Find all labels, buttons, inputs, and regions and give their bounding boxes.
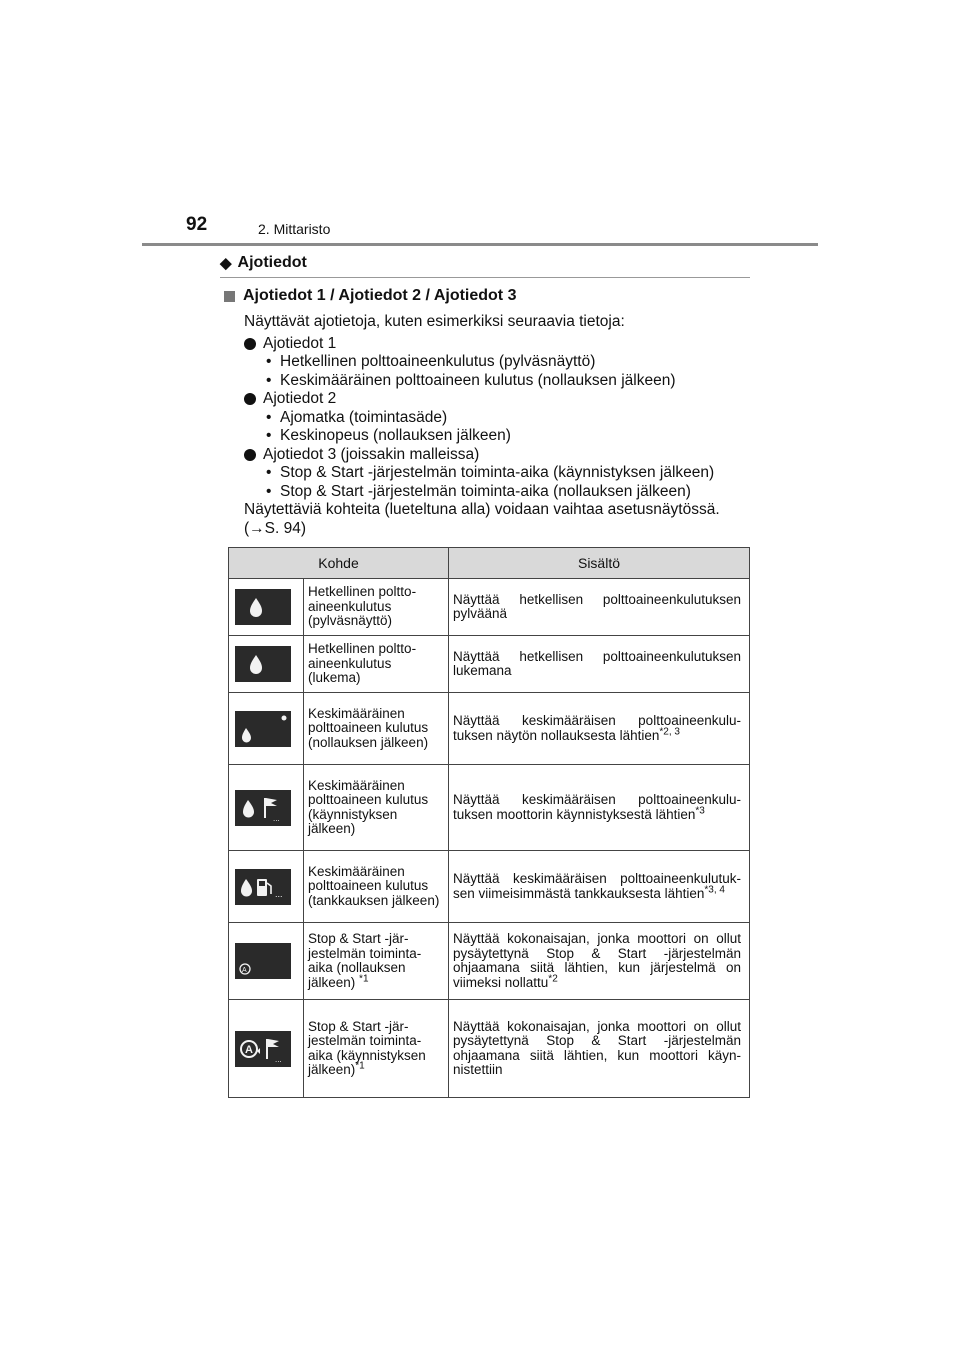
table-header-row [229,548,750,579]
chapter-title: 2. Mittaristo [258,221,331,237]
list-item: • Ajomatka (toimintasäde) [266,408,448,426]
svg-text:...: ... [273,813,280,823]
outro-text: Näytettäviä kohteita (lueteltuna alla) voidaan vaihtaa asetusnäytössä. (→S. 94) [244,501,720,537]
stop-start-reset-icon [235,943,291,979]
footnote-ref: *2 [548,973,558,984]
bullet-dot-icon [244,449,256,461]
row-name: Keskimääräinen polttoaineen kulutus (käynnistyksen jälkeen) [304,765,449,851]
table-row [229,923,750,1000]
body-text [244,313,764,538]
group-label: Ajotiedot 3 (joissakin malleissa) [263,445,480,463]
list-group [244,335,764,354]
row-name: Hetkellinen poltto-aineenkulutus (pylväsnäyttö) [304,579,449,636]
list-item: • Hetkellinen polttoaineenkulutus (pylväsnäyttö) [266,353,596,370]
section-heading [220,254,307,272]
table-row [229,851,750,923]
group-label: Ajotiedot 1 [263,334,337,352]
list-item: • Keskinopeus (nollauksen jälkeen) [266,427,511,444]
row-name: Stop & Start -jär-jestelmän toiminta-aika (nollauksen jälkeen) $^{*1}$ [304,923,449,1000]
fuel-drop-pump-icon [235,869,291,905]
square-bullet-icon [224,291,235,302]
row-description: Näyttää keskimääräisen polttoaineenkulutuk-sen viimeisimmästä tankkauksesta lähtien$^{*3, 4}$ [449,851,750,923]
row-description: Näyttää keskimääräisen polttoaineenkulu-tuksen moottorin käynnistyksestä lähtien$^{*3}$ [449,765,750,851]
table-row [229,693,750,765]
section-divider [220,277,750,278]
fuel-drop-icon [235,589,291,625]
fuel-drop-start-flag-icon [235,790,291,826]
footnote-ref: *2, 3 [659,726,680,737]
page-number: 92 [186,214,208,235]
svg-text:A: A [242,967,247,974]
list-item: • Stop & Start -järjestelmän toiminta-aika (käynnistyksen jälkeen) [266,464,715,481]
intro-text: Näyttävät ajotietoja, kuten esimerkiksi seuraavia tietoja: [244,313,625,330]
svg-text:A: A [245,1043,253,1056]
row-description: Näyttää kokonaisajan, jonka moottori on ollut pysäytettynä Stop & Start -järjestelmän ohjaamana siitä lähtien, kun järjestelmä on viimeksi nollattu$^{*2}$ [449,923,750,1000]
bullet-dot-icon [244,338,256,350]
info-table [228,547,750,1098]
column-header-sisalto: Sisältö [449,548,750,579]
subsection-heading [224,287,516,305]
table-row [229,1000,750,1098]
footnote-ref: *1 [355,1060,365,1072]
table-row [229,765,750,851]
table-row [229,579,750,636]
footnote-ref: *3, 4 [704,884,725,895]
fuel-drop-icon [235,646,291,682]
stop-start-flag-icon [235,1031,291,1067]
row-name: Hetkellinen poltto-aineenkulutus (lukema) [304,636,449,693]
fuel-drop-reset-icon [235,711,291,747]
row-name: Keskimääräinen polttoaineen kulutus (tankkauksen jälkeen) [304,851,449,923]
group-label: Ajotiedot 2 [263,390,337,407]
list-group [244,446,764,465]
list-item: • Stop & Start -järjestelmän toiminta-aika (nollauksen jälkeen) [266,482,691,500]
diamond-icon: ◆ [220,255,232,272]
column-header-kohde: Kohde [229,548,449,579]
list-item: • Keskimääräinen polttoaineen kulutus (nollauksen jälkeen) [266,371,676,389]
row-description: Näyttää keskimääräisen polttoaineenkulu-tuksen näytön nollauksesta lähtien$^{*2, 3}$ [449,693,750,765]
list-group [244,390,764,409]
section-title: Ajotiedot [237,254,307,271]
row-description: Näyttää hetkellisen polttoaineenkulutuksen pylväänä [449,579,750,636]
svg-text:...: ... [275,1054,282,1064]
footnote-ref: *1 [359,973,369,984]
row-name: Stop & Start -jär-jestelmän toiminta-aika (käynnistyksen jälkeen)$^{*1}$ [304,1000,449,1098]
row-description: Näyttää kokonaisajan, jonka moottori on ollut pysäytettynä Stop & Start -järjestelmän ohjaamana siitä lähtien, kun moottori käyn-nistettiin [449,1000,750,1098]
row-description: Näyttää hetkellisen polttoaineenkulutuksen lukemana [449,636,750,693]
table-row [229,636,750,693]
row-name: Keskimääräinen polttoaineen kulutus (nollauksen jälkeen) [304,693,449,765]
bullet-dot-icon [244,393,256,405]
header-divider [142,243,818,246]
footnote-ref: *3 [695,805,705,816]
subsection-title: Ajotiedot 1 / Ajotiedot 2 / Ajotiedot 3 [243,287,517,304]
svg-text:...: ... [275,888,283,899]
